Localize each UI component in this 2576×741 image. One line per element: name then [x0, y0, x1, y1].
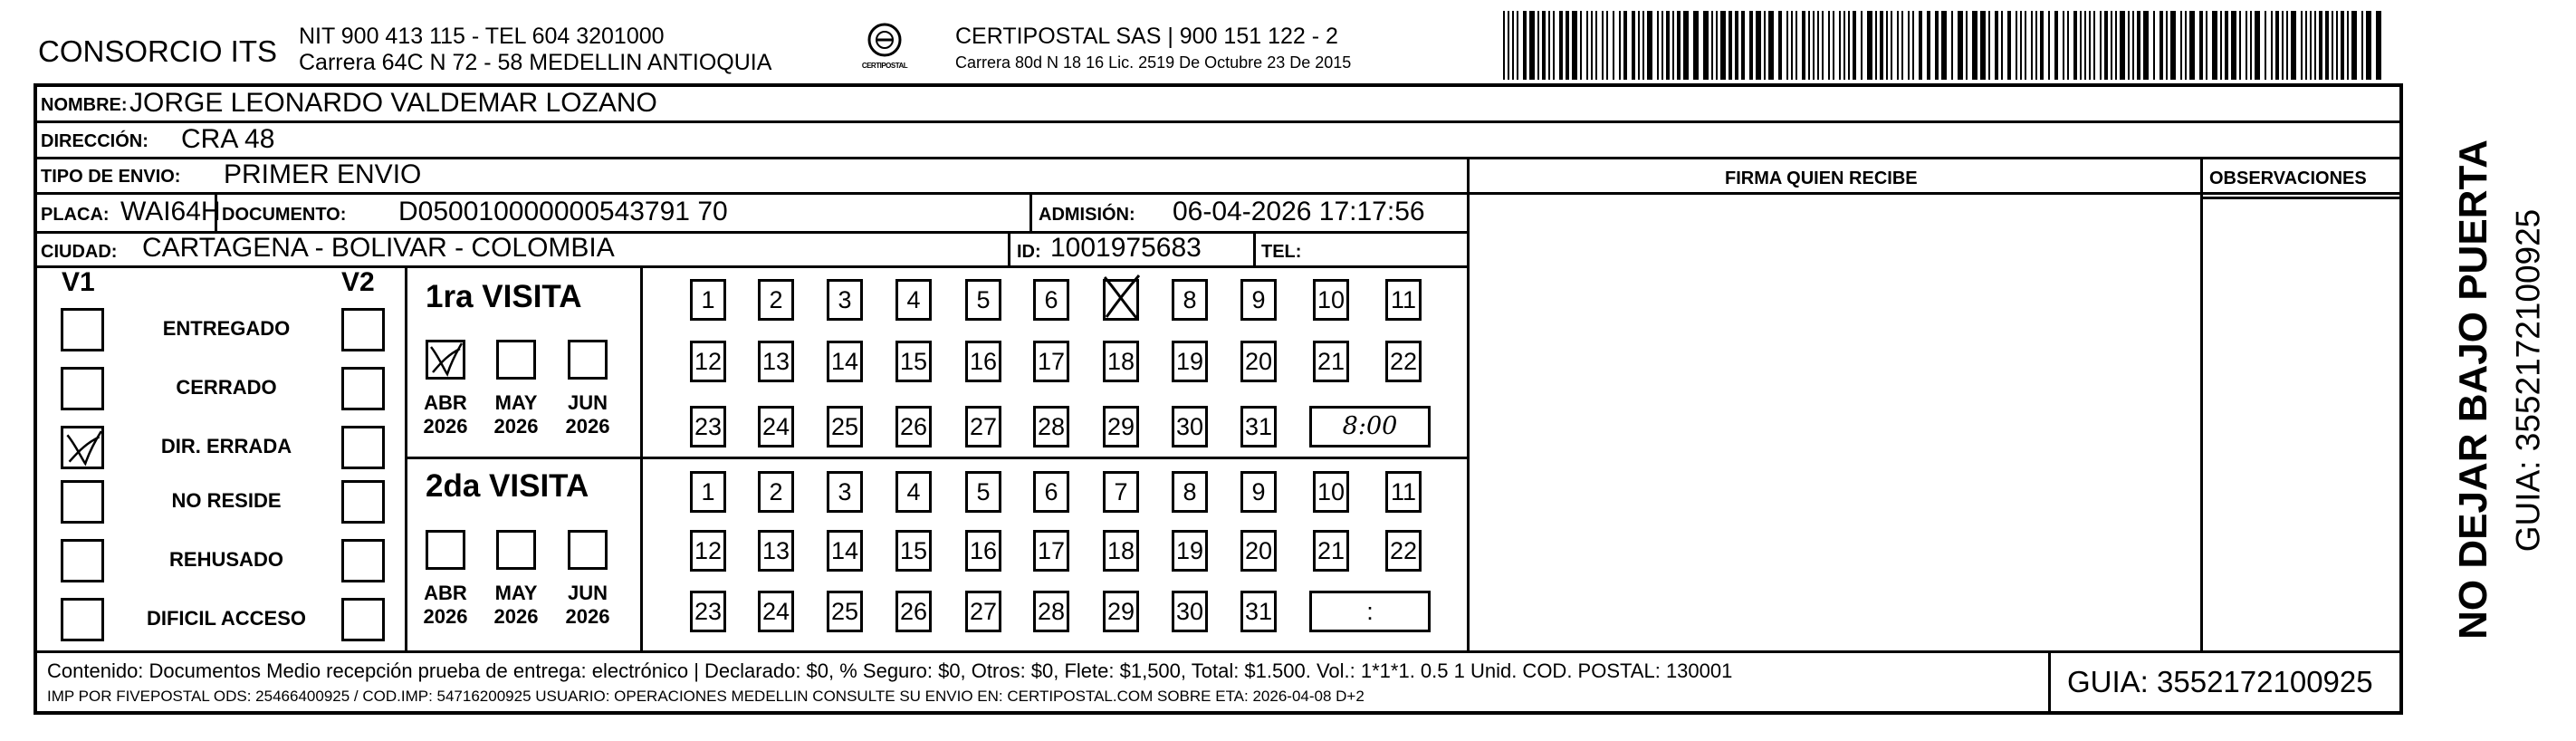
barcode-bar	[1623, 11, 1627, 80]
barcode-bar	[1980, 11, 1986, 80]
barcode-bar	[1647, 11, 1652, 80]
v1-checkbox[interactable]	[61, 308, 104, 351]
barcode-bar	[1729, 11, 1732, 80]
barcode-bar	[2255, 11, 2260, 80]
barcode-bar	[2089, 11, 2091, 80]
day-box[interactable]: 30	[1172, 406, 1208, 447]
barcode-bar	[1919, 11, 1922, 80]
barcode-bar	[1559, 11, 1563, 80]
day-box[interactable]: 4	[895, 279, 932, 321]
barcode-bar	[1716, 11, 1718, 80]
month-label: JUN	[567, 391, 608, 414]
day-box[interactable]: 10	[1313, 279, 1349, 321]
day-box[interactable]: 3	[827, 471, 863, 513]
barcode-bar	[1791, 11, 1793, 80]
day-box[interactable]: 12	[690, 530, 726, 572]
tel-label: TEL:	[1261, 242, 1302, 262]
barcode-bar	[1566, 11, 1569, 80]
barcode-bar	[1880, 11, 1883, 80]
barcode-bar	[2166, 11, 2168, 80]
day-box[interactable]: 16	[965, 530, 1001, 572]
month-checkbox[interactable]	[426, 530, 465, 570]
barcode-bar	[2305, 11, 2307, 80]
visit2-title: 2da VISITA	[426, 468, 589, 504]
visit1-month-mark	[427, 342, 464, 378]
barcode-bar	[1786, 11, 1788, 80]
month-year: 2026	[493, 415, 539, 438]
barcode-bar	[2246, 11, 2247, 80]
barcode-bar	[2361, 11, 2363, 80]
barcode-bar	[1941, 11, 1947, 80]
placa-value: WAI64H	[120, 197, 221, 226]
id-value: 1001975683	[1050, 233, 1202, 263]
month-checkbox[interactable]	[568, 530, 608, 570]
day-box[interactable]: 28	[1033, 406, 1069, 447]
day-box[interactable]: 30	[1172, 591, 1208, 632]
barcode-bar	[1908, 11, 1910, 80]
barcode-bar	[2332, 11, 2333, 80]
barcode-bar	[1749, 11, 1753, 80]
barcode-bar	[1613, 11, 1614, 80]
v2-checkbox[interactable]	[341, 480, 385, 524]
day-box[interactable]: 6	[1033, 471, 1069, 513]
side-guia: GUIA: 3552172100925	[2509, 208, 2547, 553]
day-box[interactable]: 20	[1240, 530, 1277, 572]
barcode-bar	[2031, 11, 2033, 80]
barcode-bar	[1606, 11, 1608, 80]
barcode-bar	[2080, 11, 2082, 80]
barcode-bar	[1972, 11, 1977, 80]
day-box[interactable]: 24	[758, 406, 794, 447]
barcode-bar	[2054, 11, 2058, 80]
barcode-bar	[1951, 11, 1953, 80]
firma-label: FIRMA QUIEN RECIBE	[1725, 168, 1918, 188]
day-box[interactable]: 5	[965, 471, 1001, 513]
nombre-value: JORGE LEONARDO VALDEMAR LOZANO	[129, 88, 657, 118]
barcode-bar	[2206, 11, 2207, 80]
barcode-bar	[1853, 11, 1856, 80]
barcode-bar	[2132, 11, 2134, 80]
day-box[interactable]: 15	[895, 530, 932, 572]
status-label: DIFICIL ACCESO	[146, 607, 306, 630]
day-box[interactable]: 12	[690, 341, 726, 382]
barcode-bar	[1517, 11, 1518, 80]
company-nit: NIT 900 413 115 - TEL 604 3201000	[299, 24, 665, 49]
barcode-bar	[2185, 11, 2187, 80]
barcode-bar	[2265, 11, 2266, 80]
barcode-bar	[1677, 11, 1681, 80]
status-label: REHUSADO	[169, 548, 283, 571]
day-box[interactable]: 18	[1103, 341, 1139, 382]
barcode-bar	[2040, 11, 2044, 80]
barcode-bar	[1586, 11, 1588, 80]
barcode-bar	[2153, 11, 2155, 80]
barcode-bar	[1764, 11, 1766, 80]
barcode-bar	[2025, 11, 2026, 80]
month-label: ABR	[424, 391, 467, 414]
nombre-label: NOMBRE:	[41, 95, 128, 115]
barcode-bar	[1995, 11, 1998, 80]
ciudad-value: CARTAGENA - BOLIVAR - COLOMBIA	[142, 233, 615, 263]
barcode-bar	[1657, 11, 1659, 80]
month-label: MAY	[494, 391, 538, 414]
barcode-bar	[1833, 11, 1834, 80]
day-box[interactable]: 4	[895, 471, 932, 513]
barcode-bar	[2016, 11, 2017, 80]
barcode-bar	[2212, 11, 2217, 80]
barcode-bar	[2376, 11, 2381, 80]
admision-value: 06-04-2026 17:17:56	[1173, 197, 1425, 226]
barcode-bar	[1875, 11, 1877, 80]
barcode-bar	[1735, 11, 1738, 80]
barcode-bar	[1553, 11, 1555, 80]
barcode-bar	[2115, 11, 2117, 80]
day-box[interactable]: 13	[758, 530, 794, 572]
barcode-bar	[2347, 11, 2349, 80]
tipo-envio-value: PRIMER ENVIO	[224, 159, 422, 189]
barcode-bar	[1796, 11, 1797, 80]
month-year: 2026	[423, 415, 468, 438]
day-box[interactable]: 27	[965, 406, 1001, 447]
day-box[interactable]: 2	[758, 279, 794, 321]
barcode-bar	[2225, 11, 2228, 80]
barcode-bar	[2143, 11, 2149, 80]
barcode-bar	[1711, 11, 1713, 80]
barcode-bar	[1666, 11, 1670, 80]
barcode-bar	[2341, 11, 2344, 80]
barcode-bar	[2199, 11, 2203, 80]
barcode-bar	[1808, 11, 1810, 80]
barcode-bar	[2073, 11, 2077, 80]
barcode-bar	[1720, 11, 1726, 80]
barcode-bar	[2319, 11, 2322, 80]
day-box[interactable]: 23	[690, 406, 726, 447]
day-box[interactable]: 9	[1240, 279, 1277, 321]
day-box[interactable]: 6	[1033, 279, 1069, 321]
v2-checkbox[interactable]	[341, 308, 385, 351]
barcode-bar	[1988, 11, 1990, 80]
day-box[interactable]: 13	[758, 341, 794, 382]
day-box[interactable]: 14	[827, 341, 863, 382]
barcode-bar	[1661, 11, 1663, 80]
placa-label: PLACA:	[41, 205, 110, 225]
barcode-bar	[2104, 11, 2108, 80]
company-name: CONSORCIO ITS	[38, 34, 278, 68]
day-box[interactable]: 21	[1313, 530, 1349, 572]
barcode-bar	[1642, 11, 1644, 80]
barcode-bar	[2310, 11, 2312, 80]
month-checkbox[interactable]	[496, 530, 536, 570]
barcode-bar	[2325, 11, 2329, 80]
barcode-bar	[1632, 11, 1635, 80]
day-box[interactable]: 19	[1172, 341, 1208, 382]
day-box[interactable]: 28	[1033, 591, 1069, 632]
day-box[interactable]: 23	[690, 591, 726, 632]
barcode-bar	[1693, 11, 1699, 80]
direccion-label: DIRECCIÓN:	[41, 131, 148, 151]
day-box[interactable]: 17	[1033, 530, 1069, 572]
day-box[interactable]: 18	[1103, 530, 1139, 572]
documento-value: D050010000000543791 70	[398, 197, 728, 226]
barcode-bar	[1813, 11, 1815, 80]
direccion-value: CRA 48	[181, 124, 275, 154]
barcode-bar	[1619, 11, 1621, 80]
day-box[interactable]: 25	[827, 591, 863, 632]
barcode-bar	[2100, 11, 2102, 80]
v2-checkbox[interactable]	[341, 367, 385, 410]
barcode-bar	[2220, 11, 2222, 80]
barcode-bar	[1595, 11, 1597, 80]
barcode-bar	[2020, 11, 2022, 80]
barcode-bar	[1848, 11, 1850, 80]
barcode-bar	[2231, 11, 2236, 80]
day-box[interactable]: 2	[758, 471, 794, 513]
month-label: ABR	[424, 582, 467, 604]
barcode-bar	[2189, 11, 2195, 80]
barcode-bar	[2159, 11, 2163, 80]
v2-checkbox[interactable]	[341, 598, 385, 641]
logo-caption: CERTIPOSTAL	[861, 62, 908, 70]
v1-check-mark	[63, 429, 103, 467]
status-label: NO RESIDE	[171, 489, 282, 512]
company-address: Carrera 64C N 72 - 58 MEDELLIN ANTIOQUIA	[299, 50, 772, 75]
documento-label: DOCUMENTO:	[222, 205, 347, 225]
barcode-bar	[2336, 11, 2338, 80]
barcode-bar	[2271, 11, 2273, 80]
month-year: 2026	[493, 605, 539, 628]
barcode-bar	[1935, 11, 1939, 80]
barcode	[1503, 11, 2390, 80]
month-checkbox[interactable]	[568, 340, 608, 380]
day-box[interactable]: 11	[1385, 471, 1422, 513]
day-box[interactable]: 19	[1172, 530, 1208, 572]
v1-checkbox[interactable]	[61, 480, 104, 524]
day-box[interactable]: 29	[1103, 591, 1139, 632]
barcode-bar	[2120, 11, 2125, 80]
barcode-bar	[1891, 11, 1892, 80]
day-box[interactable]: 26	[895, 591, 932, 632]
barcode-bar	[1683, 11, 1689, 80]
day-box[interactable]: 15	[895, 341, 932, 382]
day-box[interactable]: 5	[965, 279, 1001, 321]
barcode-bar	[1927, 11, 1930, 80]
v2-checkbox[interactable]	[341, 426, 385, 469]
barcode-bar	[1703, 11, 1709, 80]
v1-checkbox[interactable]	[61, 367, 104, 410]
barcode-bar	[2001, 11, 2003, 80]
barcode-bar	[1828, 11, 1830, 80]
v1-label: V1	[62, 267, 95, 297]
visit1-day-mark	[1099, 272, 1143, 322]
side-warning: NO DEJAR BAJO PUERTA	[2451, 140, 2495, 640]
barcode-bar	[2067, 11, 2069, 80]
barcode-bar	[2351, 11, 2357, 80]
barcode-bar	[1672, 11, 1674, 80]
barcode-bar	[2314, 11, 2316, 80]
day-box[interactable]: 9	[1240, 471, 1277, 513]
barcode-bar	[1523, 11, 1527, 80]
barcode-bar	[1537, 11, 1539, 80]
barcode-bar	[1839, 11, 1841, 80]
barcode-bar	[2301, 11, 2303, 80]
day-box[interactable]: 21	[1313, 341, 1349, 382]
day-box[interactable]: 29	[1103, 406, 1139, 447]
day-box[interactable]: 3	[827, 279, 863, 321]
barcode-bar	[1529, 11, 1535, 80]
day-box[interactable]: 14	[827, 530, 863, 572]
observaciones-label: OBSERVACIONES	[2209, 168, 2367, 188]
footer-imp: IMP POR FIVEPOSTAL ODS: 25466400925 / COD.IMP: 54716200925 USUARIO: OPERACIONES MEDELLIN CONSULTE SU ENVIO EN: CERTIPOSTAL.COM SOBRE ETA: 2026-04-08 D+2	[47, 688, 1365, 705]
carrier-name: CERTIPOSTAL SAS | 900 151 122 - 2	[955, 24, 1338, 49]
day-box[interactable]: 8	[1172, 279, 1208, 321]
certipostal-logo	[856, 20, 914, 76]
barcode-bar	[1591, 11, 1593, 80]
day-box[interactable]: 10	[1313, 471, 1349, 513]
barcode-bar	[1822, 11, 1824, 80]
barcode-bar	[2137, 11, 2140, 80]
status-label: CERRADO	[176, 376, 277, 399]
month-year: 2026	[565, 415, 610, 438]
barcode-bar	[1602, 11, 1604, 80]
barcode-bar	[1512, 11, 1514, 80]
barcode-bar	[1741, 11, 1745, 80]
month-year: 2026	[423, 605, 468, 628]
barcode-bar	[1912, 11, 1914, 80]
carrier-address: Carrera 80d N 18 16 Lic. 2519 De Octubre 23 De 2015	[955, 53, 1352, 72]
barcode-bar	[2007, 11, 2011, 80]
barcode-bar	[2048, 11, 2050, 80]
barcode-bar	[1817, 11, 1819, 80]
barcode-bar	[1861, 11, 1863, 80]
visit1-title: 1ra VISITA	[426, 279, 582, 314]
day-box[interactable]: 20	[1240, 341, 1277, 382]
admision-label: ADMISIÓN:	[1039, 205, 1135, 225]
barcode-bar	[1756, 11, 1761, 80]
barcode-bar	[1901, 11, 1903, 80]
v1-checkbox[interactable]	[61, 598, 104, 641]
barcode-bar	[2035, 11, 2037, 80]
day-box[interactable]: 16	[965, 341, 1001, 382]
barcode-bar	[1503, 11, 1505, 80]
barcode-bar	[1768, 11, 1774, 80]
day-box[interactable]: 26	[895, 406, 932, 447]
day-box[interactable]: 1	[690, 471, 726, 513]
ciudad-label: CIUDAD:	[41, 242, 118, 262]
barcode-bar	[2239, 11, 2241, 80]
barcode-bar	[1638, 11, 1640, 80]
barcode-bar	[2366, 11, 2371, 80]
barcode-bar	[1580, 11, 1582, 80]
v1-checkbox[interactable]	[61, 539, 104, 582]
day-box[interactable]: 22	[1385, 530, 1422, 572]
day-box[interactable]: 31	[1240, 406, 1277, 447]
barcode-bar	[1548, 11, 1550, 80]
day-box[interactable]: 7	[1103, 471, 1139, 513]
barcode-bar	[1542, 11, 1546, 80]
month-label: MAY	[494, 582, 538, 604]
barcode-bar	[1572, 11, 1577, 80]
barcode-bar	[2111, 11, 2112, 80]
day-box[interactable]: 31	[1240, 591, 1277, 632]
id-label: ID:	[1017, 242, 1041, 262]
barcode-bar	[1843, 11, 1845, 80]
barcode-bar	[1778, 11, 1782, 80]
month-checkbox[interactable]	[496, 340, 536, 380]
status-label: DIR. ERRADA	[160, 435, 292, 457]
tipo-envio-label: TIPO DE ENVIO:	[41, 167, 181, 187]
barcode-bar	[2250, 11, 2252, 80]
barcode-bar	[1966, 11, 1968, 80]
v2-checkbox[interactable]	[341, 539, 385, 582]
visit2-time-box[interactable]: :	[1309, 591, 1431, 632]
visit1-time-box[interactable]: 8:00	[1309, 406, 1431, 447]
barcode-bar	[2275, 11, 2279, 80]
barcode-bar	[1897, 11, 1899, 80]
footer-contenido: Contenido: Documentos Medio recepción prueba de entrega: electrónico | Declarado: $0, % Seguro: $0, Otros: $0, Flete: $1,500, Total: $1.500. Vol.: 1*1*1. 0.5 1 Unid. COD. POSTAL: 130001	[47, 659, 1733, 682]
barcode-bar	[2063, 11, 2064, 80]
day-box[interactable]: 17	[1033, 341, 1069, 382]
day-box[interactable]: 24	[758, 591, 794, 632]
barcode-bar	[1508, 11, 1509, 80]
barcode-bar	[2128, 11, 2130, 80]
status-label: ENTREGADO	[162, 317, 291, 340]
barcode-bar	[1802, 11, 1805, 80]
day-box[interactable]: 25	[827, 406, 863, 447]
barcode-bar	[2084, 11, 2086, 80]
day-box[interactable]: 8	[1172, 471, 1208, 513]
barcode-bar	[1867, 11, 1872, 80]
barcode-bar	[1958, 11, 1963, 80]
day-box[interactable]: 27	[965, 591, 1001, 632]
month-label: JUN	[567, 582, 608, 604]
month-year: 2026	[565, 605, 610, 628]
barcode-bar	[2180, 11, 2182, 80]
day-box[interactable]: 11	[1385, 279, 1422, 321]
day-box[interactable]: 1	[690, 279, 726, 321]
day-box[interactable]: 22	[1385, 341, 1422, 382]
barcode-bar	[2093, 11, 2095, 80]
barcode-bar	[1886, 11, 1888, 80]
barcode-bar	[2286, 11, 2288, 80]
barcode-bar	[2170, 11, 2176, 80]
barcode-bar	[2291, 11, 2296, 80]
barcode-bar	[2282, 11, 2284, 80]
footer-guia: GUIA: 3552172100925	[2067, 665, 2373, 698]
v2-label: V2	[341, 267, 375, 297]
